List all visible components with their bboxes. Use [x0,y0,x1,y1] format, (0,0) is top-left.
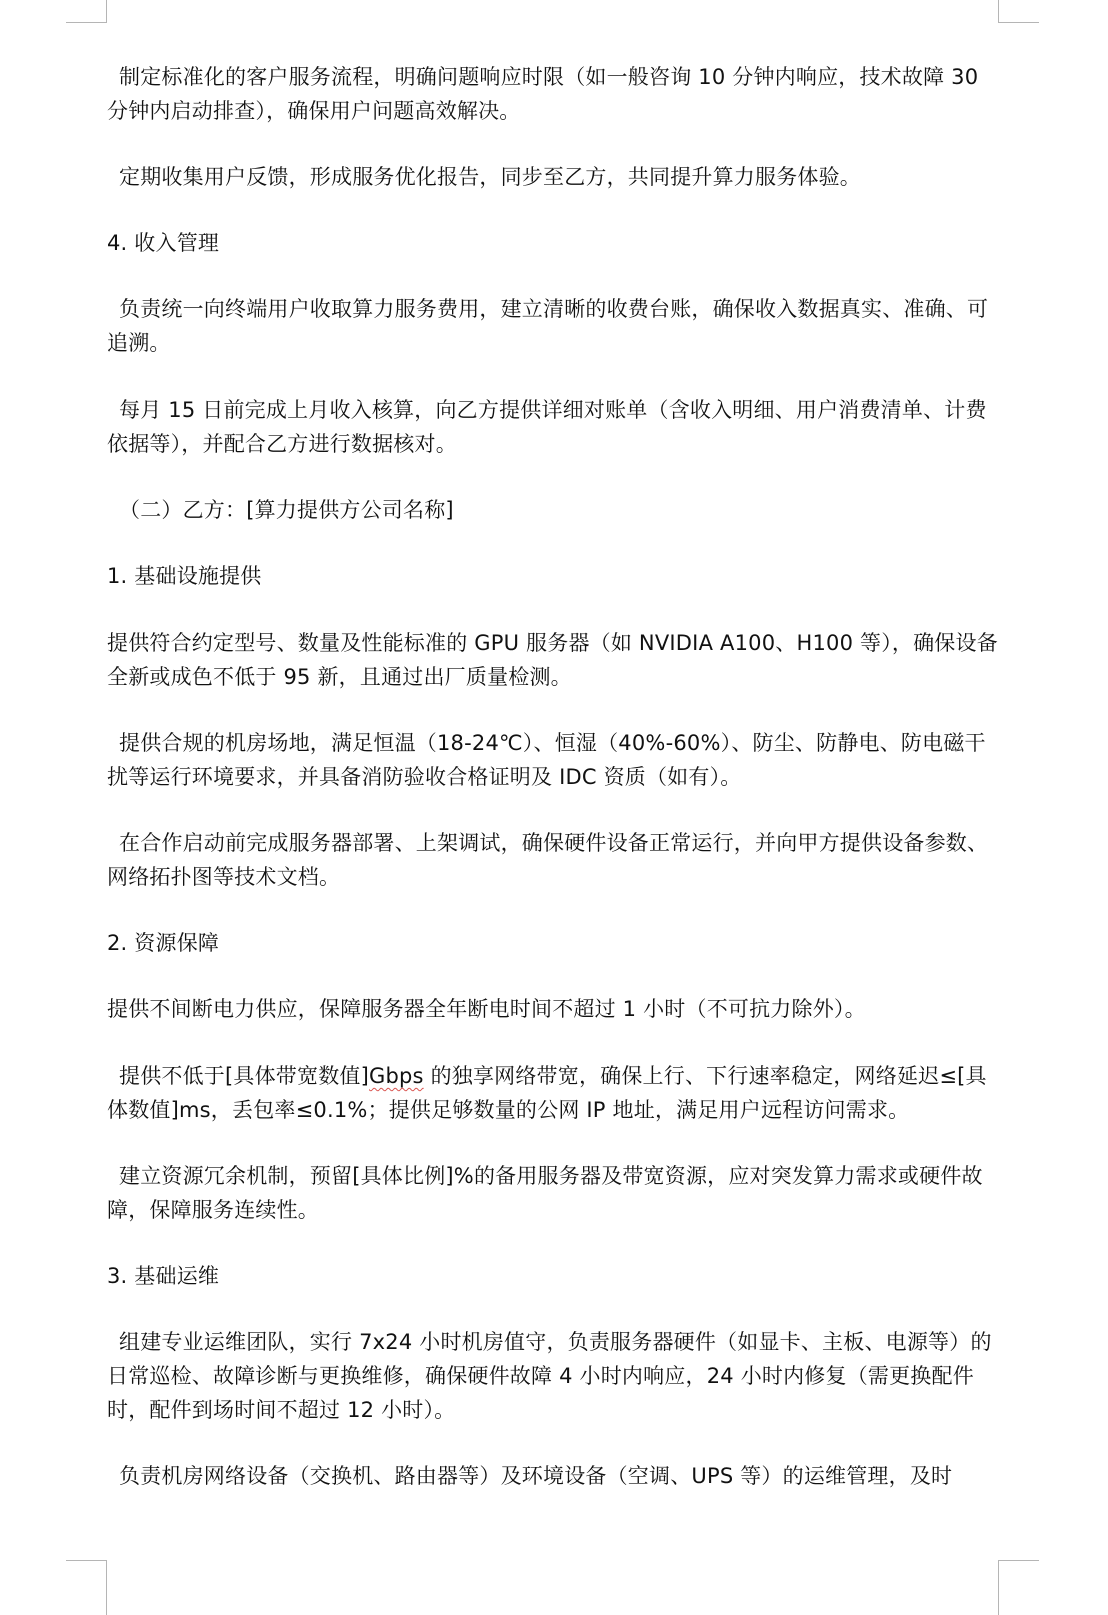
heading-revenue-management: 4. 收入管理 [107,231,220,255]
paragraph-power-supply: 提供不间断电力供应，保障服务器全年断电时间不超过 1 小时（不可抗力除外）。 [107,997,866,1021]
paragraph-monthly-reconciliation: 每月 15 日前完成上月收入核算，向乙方提供详细对账单（含收入明细、用户消费清单、计费依据等），并配合乙方进行数据核对。 [107,398,987,456]
crop-mark-top-right [998,0,1039,23]
heading-resource-guarantee: 2. 资源保障 [107,931,220,955]
paragraph-fee-collection: 负责统一向终端用户收取算力服务费用，建立清晰的收费台账，确保收入数据真实、准确、可追溯。 [107,297,989,355]
crop-mark-top-left [66,0,107,23]
paragraph-service-process: 制定标准化的客户服务流程，明确问题响应时限（如一般咨询 10 分钟内响应，技术故障 30 分钟内启动排查），确保用户问题高效解决。 [107,65,979,123]
paragraph-deployment: 在合作启动前完成服务器部署、上架调试，确保硬件设备正常运行，并向甲方提供设备参数、网络拓扑图等技术文档。 [107,831,989,889]
paragraph-network-equipment: 负责机房网络设备（交换机、路由器等）及环境设备（空调、UPS 等）的运维管理，及时 [119,1464,953,1488]
paragraph-datacenter-site: 提供合规的机房场地，满足恒温（18-24℃）、恒湿（40%-60%）、防尘、防静电、防电磁干扰等运行环境要求，并具备消防验收合格证明及 IDC 资质（如有）。 [107,731,986,789]
heading-party-b: （二）乙方：[算力提供方公司名称] [119,498,454,522]
bandwidth-text-before: 提供不低于[具体带宽数值] [119,1064,369,1088]
crop-mark-bottom-right [998,1560,1039,1615]
paragraph-gpu-servers: 提供符合约定型号、数量及性能标准的 GPU 服务器（如 NVIDIA A100、H100 等），确保设备全新或成色不低于 95 新，且通过出厂质量检测。 [107,631,998,689]
heading-basic-operations: 3. 基础运维 [107,1264,220,1288]
paragraph-ops-team: 组建专业运维团队，实行 7x24 小时机房值守，负责服务器硬件（如显卡、主板、电源等）的日常巡检、故障诊断与更换维修，确保硬件故障 4 小时内响应，24 小时内修复（需更换配件时，配件到场时间不超过 12 小时）。 [107,1330,992,1422]
paragraph-user-feedback: 定期收集用户反馈，形成服务优化报告，同步至乙方，共同提升算力服务体验。 [119,165,861,189]
paragraph-redundancy: 建立资源冗余机制，预留[具体比例]%的备用服务器及带宽资源，应对突发算力需求或硬件故障，保障服务连续性。 [107,1164,983,1222]
bandwidth-text-after: 的独享网络带宽，确保上行、下行速率稳定，网络延迟≤[具体数值]ms，丢包率≤0.1%；提供足够数量的公网 IP 地址，满足用户远程访问需求。 [107,1064,987,1122]
crop-mark-bottom-left [66,1560,107,1615]
spellcheck-flagged-word[interactable]: Gbps [369,1064,424,1088]
heading-infrastructure: 1. 基础设施提供 [107,564,262,588]
paragraph-bandwidth [107,1059,1000,1127]
